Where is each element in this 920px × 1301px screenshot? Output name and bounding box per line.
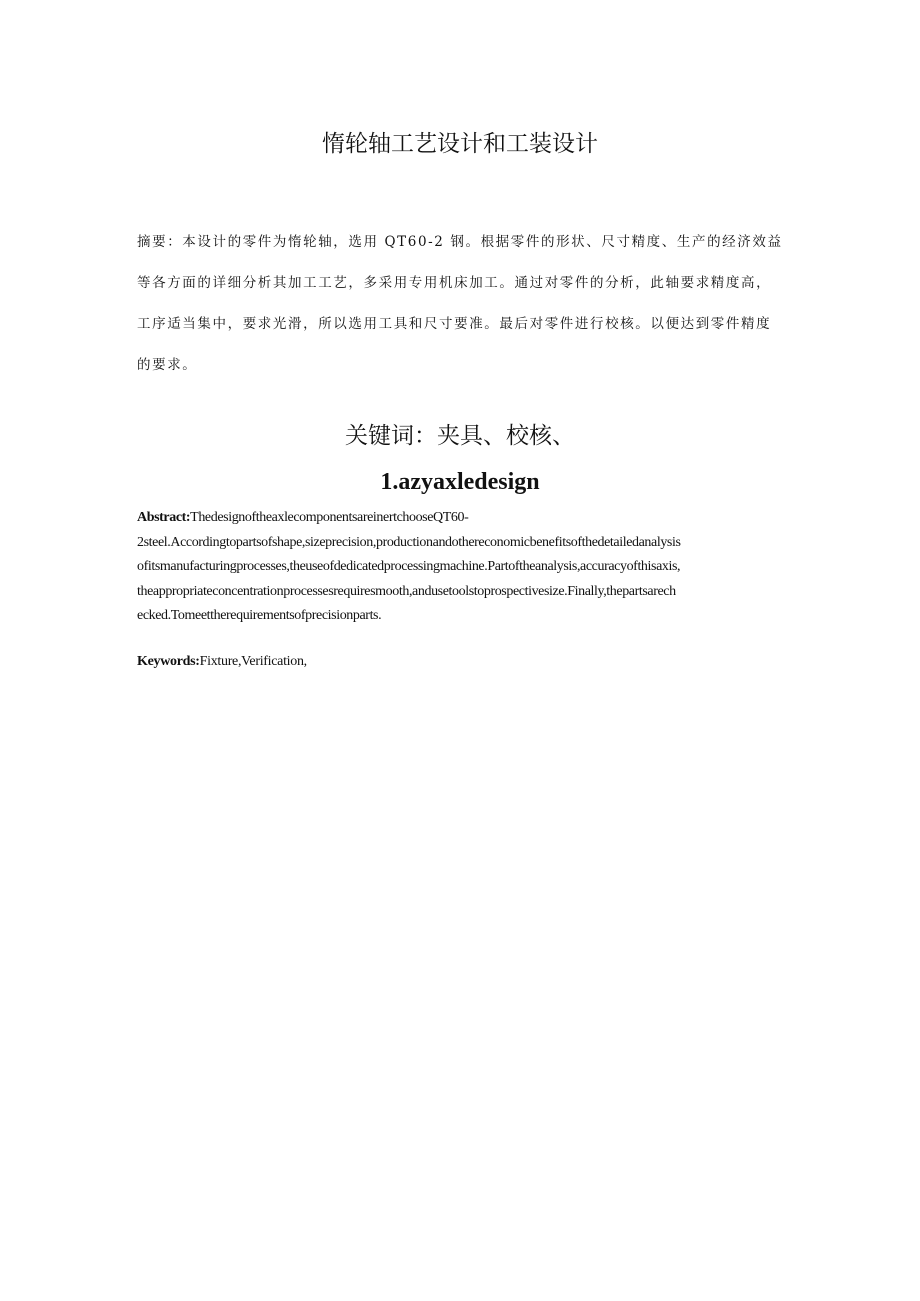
- chinese-abstract-line: 摘要：本设计的零件为惰轮轴，选用 QT60-2 钢。根据零件的形状、尺寸精度、生产的经济效益: [137, 234, 783, 250]
- english-title: 1.azyaxledesign: [380, 469, 540, 495]
- english-abstract-line: 2steel.Accordingtopartsofshape,sizeprecision,productionandothereconomicbenefitsofthedetailedanalysis: [137, 534, 681, 550]
- english-abstract-line: [137, 506, 787, 531]
- document-title: 惰轮轴工艺设计和工装设计: [322, 131, 598, 157]
- chinese-abstract: [137, 222, 787, 386]
- english-keywords: [137, 650, 787, 674]
- chinese-abstract-line: 的要求。: [137, 357, 198, 373]
- english-abstract-line: ofitsmanufacturingprocesses,theuseofdedicatedprocessingmachine.Partoftheanalysis,accuracyofthisaxis,: [137, 559, 681, 574]
- chinese-abstract-line: 工序适当集中，要求光滑，所以选用工具和尺寸要准。最后对零件进行校核。以便达到零件精度: [137, 316, 772, 332]
- english-abstract-line: ecked.Tomeettherequirementsofprecisionparts.: [137, 608, 382, 623]
- english-abstract-line: theappropriateconcentrationprocessesrequiresmooth,andusetoolstoprospectivesize.Finally,thepartsarech: [137, 583, 676, 599]
- abstract-label: Abstract:: [137, 510, 191, 525]
- chinese-keywords: 关键词：夹具、校核、: [345, 423, 575, 449]
- keywords-text: Fixture,Verification,: [199, 654, 307, 669]
- english-abstract-text: ThedesignoftheaxlecomponentsareinertchooseQT60-: [190, 510, 469, 525]
- english-abstract: [137, 506, 787, 629]
- keywords-label: Keywords:: [137, 654, 200, 669]
- chinese-abstract-line: 等各方面的详细分析其加工工艺，多采用专用机床加工。通过对零件的分析，此轴要求精度高，: [137, 275, 772, 291]
